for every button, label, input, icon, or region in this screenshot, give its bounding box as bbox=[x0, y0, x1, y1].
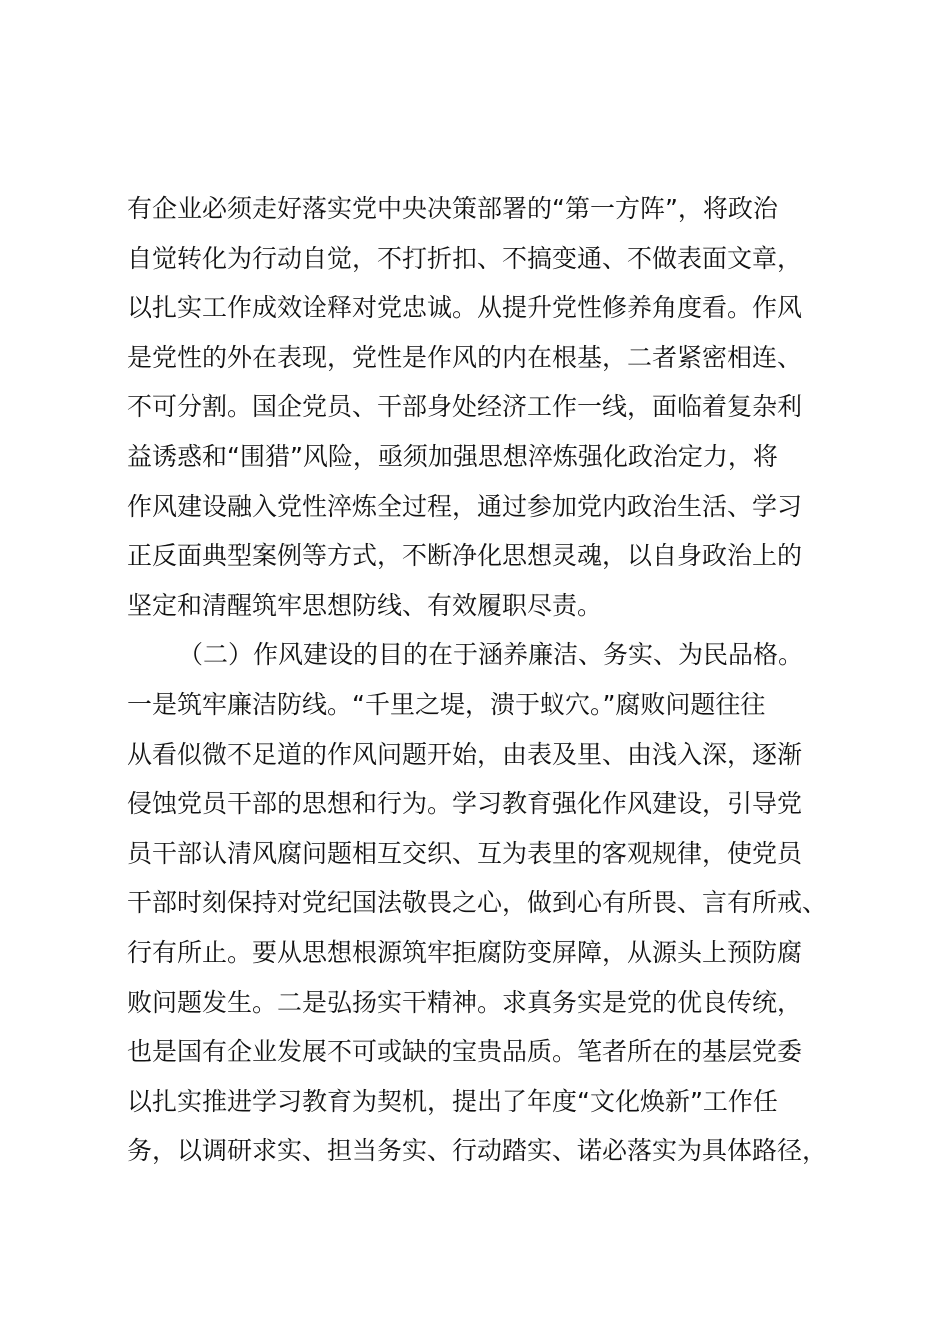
text-line: 益诱惑和“围猎”风险，亟须加强思想淬炼强化政治定力，将 bbox=[127, 441, 778, 471]
text-line: 干部时刻保持对党纪国法敬畏之心，做到心有所畏、言有所戒、 bbox=[127, 888, 828, 918]
text-line: 不可分割。国企党员、干部身处经济工作一线，面临着复杂利 bbox=[127, 392, 803, 422]
text-line: 以扎实推进学习教育为契机，提出了年度“文化焕新”工作任 bbox=[127, 1086, 778, 1116]
text-line: 自觉转化为行动自觉，不打折扣、不搞变通、不做表面文章， bbox=[127, 243, 803, 273]
text-line: 败问题发生。二是弘扬实干精神。求真务实是党的优良传统， bbox=[127, 987, 803, 1017]
text-line: 侵蚀党员干部的思想和行为。学习教育强化作风建设，引导党 bbox=[127, 789, 803, 819]
text-line: 作风建设融入党性淬炼全过程，通过参加党内政治生活、学习 bbox=[127, 491, 803, 521]
text-line: 正反面典型案例等方式，不断净化思想灵魂，以自身政治上的 bbox=[127, 541, 803, 571]
text-line: 一是筑牢廉洁防线。“千里之堤，溃于蚁穴。”腐败问题往往 bbox=[127, 689, 766, 719]
section-heading-line: （二）作风建设的目的在于涵养廉洁、务实、为民品格。 bbox=[178, 640, 804, 670]
text-line: 以扎实工作成效诠释对党忠诚。从提升党性修养角度看。作风 bbox=[127, 293, 803, 323]
body-text bbox=[127, 184, 839, 1176]
text-line: 也是国有企业发展不可或缺的宝贵品质。笔者所在的基层党委 bbox=[127, 1037, 803, 1067]
text-line: 员干部认清风腐问题相互交织、互为表里的客观规律，使党员 bbox=[127, 838, 803, 868]
text-line: 是党性的外在表现，党性是作风的内在根基，二者紧密相连、 bbox=[127, 342, 803, 372]
text-line: 从看似微不足道的作风问题开始，由表及里、由浅入深，逐渐 bbox=[127, 739, 803, 769]
text-line: 务，以调研求实、担当务实、行动踏实、诺必落实为具体路径， bbox=[127, 1136, 828, 1166]
text-line: 坚定和清醒筑牢思想防线、有效履职尽责。 bbox=[127, 590, 603, 620]
text-line: 行有所止。要从思想根源筑牢拒腐防变屏障，从源头上预防腐 bbox=[127, 937, 803, 967]
text-line: 有企业必须走好落实党中央决策部署的“第一方阵”，将政治 bbox=[127, 194, 778, 223]
